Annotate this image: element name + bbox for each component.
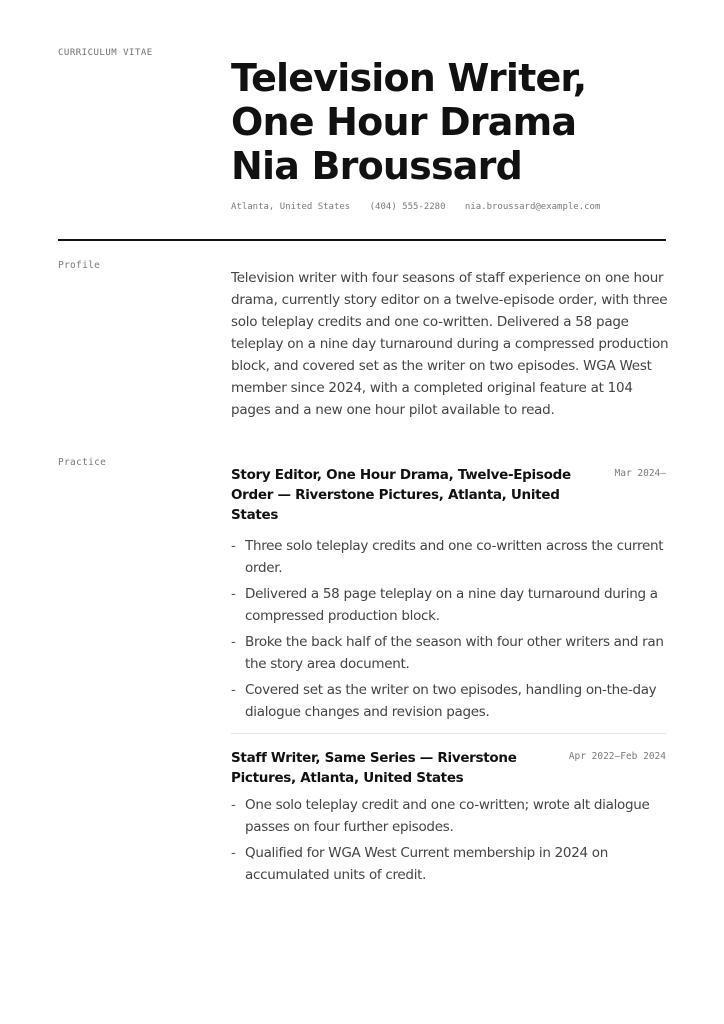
list-item: - Qualified for WGA West Current membership in 2024 on accumulated units of credit. [231,842,666,886]
header-divider [58,239,666,241]
job-date: Apr 2022–Feb 2024 [568,751,666,762]
job-entry [231,748,666,890]
job-header [231,465,666,525]
contact-line [231,202,614,212]
job-bullets [231,794,666,886]
page-title [231,56,691,188]
job-title: Story Editor, One Hour Drama, Twelve-Episode Order — Riverstone Pictures, Atlanta, United States [231,467,571,523]
profile-text: Television writer with four seasons of staff experience on one hour drama, currently story editor on a twelve-episode order, with three solo teleplay credits and one co-written. Delivered a 58 page teleplay on a nine day turnaround during a compressed production block, and covered set as the writer on two episodes. WGA West member since 2024, with a completed original feature at 104 pages and a new one hour pilot available to read. [231,270,669,418]
contact-email: nia.broussard@example.com [464,202,601,212]
practice-label: Practice [58,457,107,468]
list-item: - One solo teleplay credit and one co-written; wrote alt dialogue passes on four further episodes. [231,794,666,838]
job-entry [231,465,666,727]
job-date: Mar 2024– [614,468,666,479]
title-line-1: Television Writer, [231,56,587,100]
list-item: - Broke the back half of the season with four other writers and ran the story area document. [231,631,666,675]
list-item: - Delivered a 58 page teleplay on a nine day turnaround during a compressed production block. [231,583,666,627]
title-line-2: One Hour Drama [231,100,577,144]
candidate-name: Nia Broussard [231,144,522,188]
profile-label: Profile [58,260,101,271]
contact-phone: (404) 555-2280 [369,202,446,212]
job-divider [231,733,666,734]
contact-location: Atlanta, United States [231,202,351,212]
cv-label: CURRICULUM VITAE [58,48,153,58]
job-title: Staff Writer, Same Series — Riverstone Pictures, Atlanta, United States [231,750,517,786]
list-item: - Covered set as the writer on two episodes, handling on-the-day dialogue changes and revision pages. [231,679,666,723]
job-header [231,748,666,788]
list-item: - Three solo teleplay credits and one co-written across the current order. [231,535,666,579]
job-bullets [231,535,666,723]
